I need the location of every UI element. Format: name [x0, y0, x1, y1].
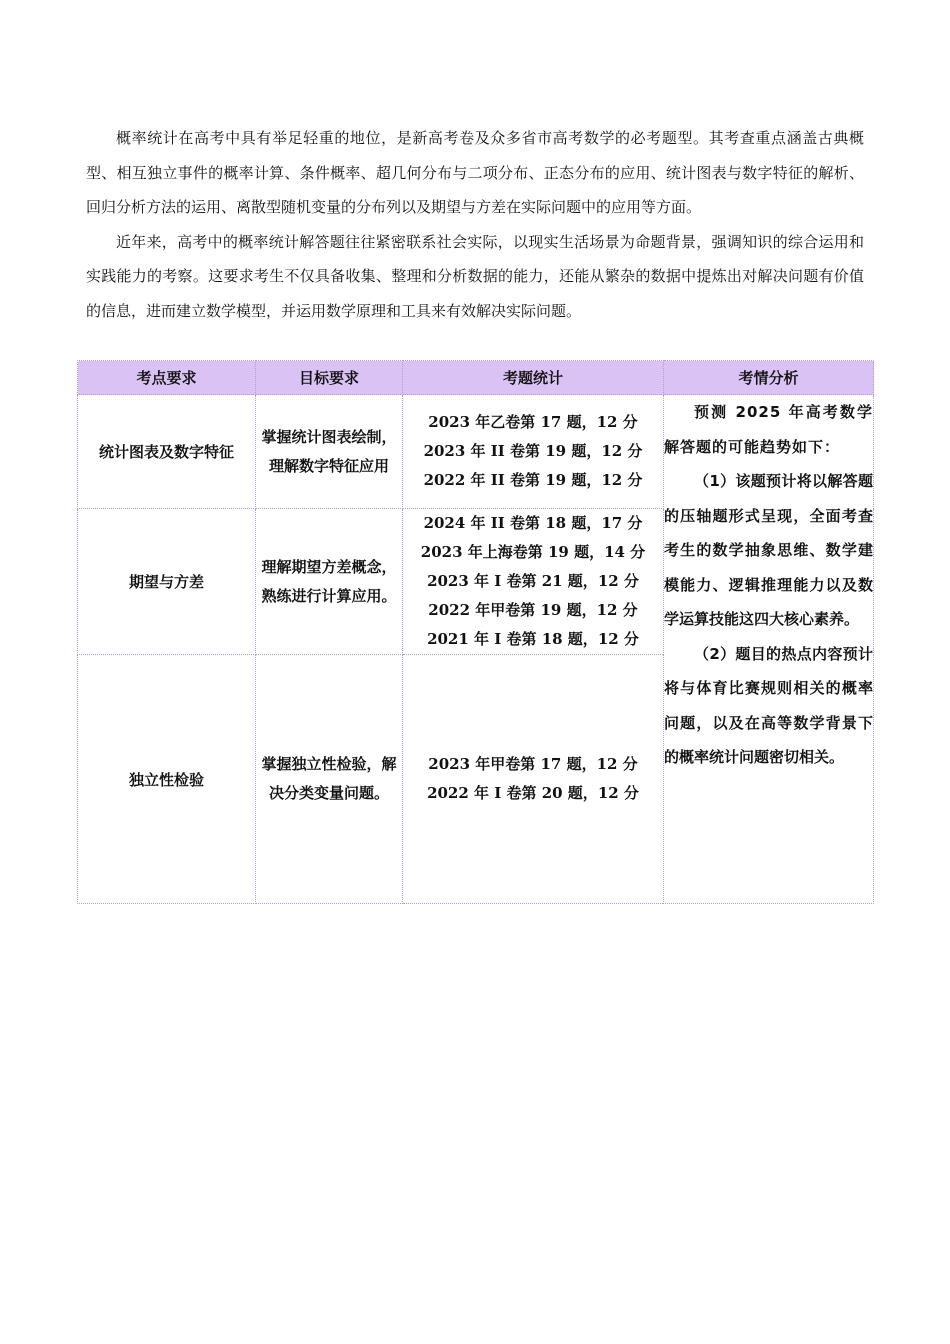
intro-section: [86, 121, 864, 328]
stat-item: 2023 年 II 卷第 19 题，12 分: [423, 442, 643, 460]
stat-item: 2023 年 I 卷第 21 题，12 分: [427, 572, 639, 590]
analysis-lead: 预测 2025 年高考数学解答题的可能趋势如下：: [664, 403, 873, 456]
exam-point-cell: 独立性检验: [78, 655, 256, 904]
statistics-cell: [403, 509, 664, 655]
stat-item: 2022 年甲卷第 19 题，12 分: [428, 601, 638, 619]
analysis-point-2: （2）题目的热点内容预计将与体育比赛规则相关的概率问题，以及在高等数学背景下的概率统计问题密切相关。: [664, 644, 873, 766]
header-statistics: 考题统计: [403, 361, 664, 395]
stat-item: 2023 年乙卷第 17 题，12 分: [428, 413, 638, 431]
stat-item: 2022 年 II 卷第 19 题，12 分: [423, 471, 643, 489]
goal-cell: 掌握统计图表绘制，理解数字特征应用: [256, 395, 403, 509]
header-goal: 目标要求: [256, 361, 403, 395]
statistics-cell: [403, 395, 664, 509]
stat-item: 2023 年甲卷第 17 题，12 分: [428, 755, 638, 773]
stat-item: 2023 年上海卷第 19 题，14 分: [420, 543, 646, 561]
intro-paragraph-1: 概率统计在高考中具有举足轻重的地位，是新高考卷及众多省市高考数学的必考题型。其考查重点涵盖古典概型、相互独立事件的概率计算、条件概率、超几何分布与二项分布、正态分布的应用、统计图表与数字特征的解析、回归分析方法的运用、离散型随机变量的分布列以及期望与方差在实际问题中的应用等方面。: [86, 129, 864, 216]
header-exam-point: 考点要求: [78, 361, 256, 395]
stat-item: 2021 年 I 卷第 18 题，12 分: [427, 630, 639, 648]
goal-cell: 掌握独立性检验，解决分类变量问题。: [256, 655, 403, 904]
table-row: [78, 395, 874, 509]
goal-cell: 理解期望方差概念，熟练进行计算应用。: [256, 509, 403, 655]
statistics-cell: [403, 655, 664, 904]
stat-item: 2022 年 I 卷第 20 题，12 分: [427, 784, 639, 802]
header-analysis: 考情分析: [664, 361, 874, 395]
stat-item: 2024 年 II 卷第 18 题，17 分: [423, 514, 643, 532]
intro-paragraph-2: 近年来，高考中的概率统计解答题往往紧密联系社会实际，以现实生活场景为命题背景，强调知识的综合运用和实践能力的考察。这要求考生不仅具备收集、整理和分析数据的能力，还能从繁杂的数据中提炼出对解决问题有价值的信息，进而建立数学模型，并运用数学原理和工具来有效解决实际问题。: [86, 232, 864, 320]
exam-point-cell: 统计图表及数字特征: [78, 395, 256, 509]
table-header-row: [78, 361, 874, 395]
exam-point-cell: 期望与方差: [78, 509, 256, 655]
analysis-point-1: （1）该题预计将以解答题的压轴题形式呈现，全面考查考生的数学抽象思维、数学建模能力、逻辑推理能力以及数学运算技能这四大核心素养。: [664, 472, 873, 628]
exam-analysis-table: [77, 360, 874, 904]
analysis-cell: [664, 395, 874, 904]
